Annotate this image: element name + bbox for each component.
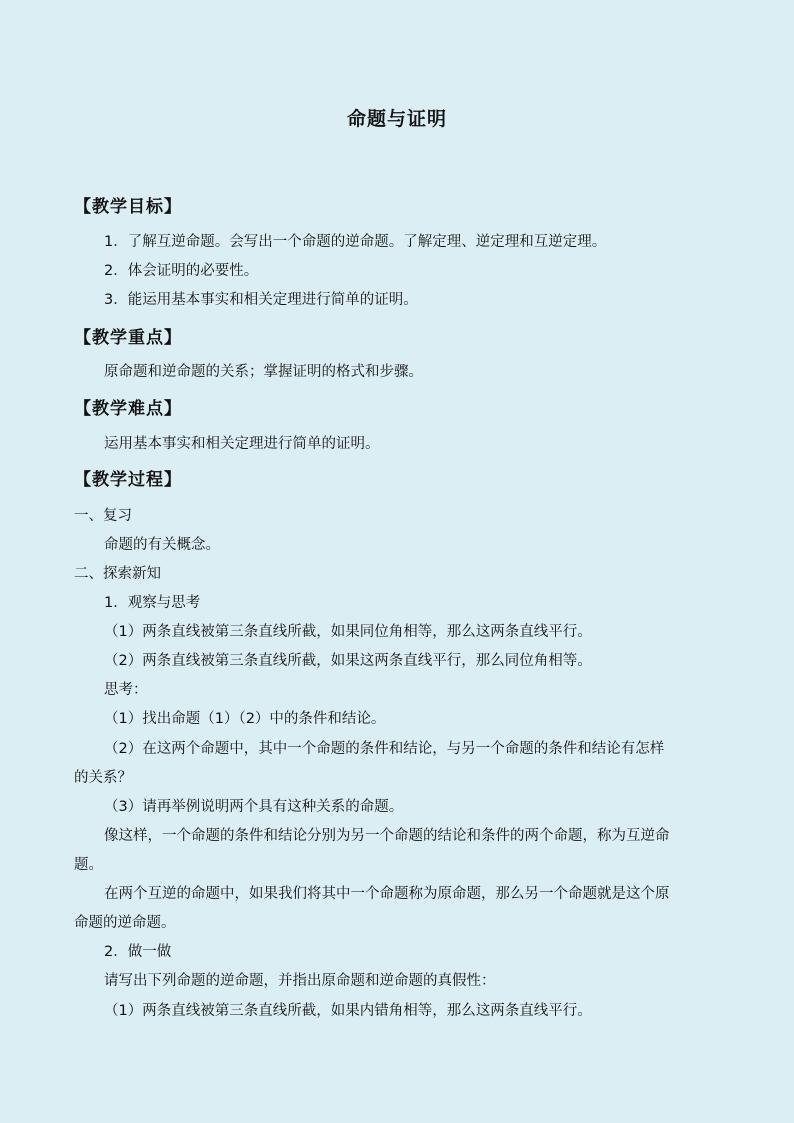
review-text: 命题的有关概念。 — [104, 537, 220, 553]
definition-2-line-2: 命题的逆命题。 — [74, 915, 176, 931]
definition-2-line-1: 在两个互逆的命题中，如果我们将其中一个命题称为原命题，那么另一个命题就是这个原 — [104, 886, 670, 902]
explore-heading: 二、探索新知 — [74, 566, 161, 582]
definition-1-line-1: 像这样，一个命题的条件和结论分别为另一个命题的结论和条件的两个命题，称为互逆命 — [104, 828, 670, 844]
think-2-line-1: （2）在这两个命题中，其中一个命题的条件和结论，与另一个命题的条件和结论有怎样 — [104, 741, 665, 757]
definition-1-line-2: 题。 — [74, 857, 103, 873]
proposition-1: （1）两条直线被第三条直线所截，如果同位角相等，那么这两条直线平行。 — [104, 624, 592, 640]
difficulties-text: 运用基本事实和相关定理进行简单的证明。 — [104, 436, 380, 452]
think-2-line-2: 的关系？ — [74, 770, 132, 786]
goal-item-1: 1．了解互逆命题。会写出一个命题的逆命题。了解定理、逆定理和互逆定理。 — [104, 234, 607, 250]
goal-item-2: 2．体会证明的必要性。 — [104, 263, 259, 279]
think-label: 思考： — [104, 682, 148, 698]
difficulties-heading: 【教学难点】 — [74, 399, 182, 419]
process-heading: 【教学过程】 — [74, 470, 182, 490]
keypoints-text: 原命题和逆命题的关系；掌握证明的格式和步骤。 — [104, 364, 423, 380]
goal-item-3: 3．能运用基本事实和相关定理进行简单的证明。 — [104, 292, 418, 308]
review-heading: 一、复习 — [74, 508, 132, 524]
try-item-1: （1）两条直线被第三条直线所截，如果内错角相等，那么这两条直线平行。 — [104, 1003, 592, 1019]
goals-heading: 【教学目标】 — [74, 197, 182, 217]
try-instruction: 请写出下列命题的逆命题，并指出原命题和逆命题的真假性： — [104, 973, 496, 989]
try-heading: 2．做一做 — [104, 944, 172, 960]
page-title: 命题与证明 — [346, 108, 447, 130]
think-3: （3）请再举例说明两个具有这种关系的命题。 — [104, 799, 404, 815]
think-1: （1）找出命题（1）（2）中的条件和结论。 — [104, 711, 386, 727]
keypoints-heading: 【教学重点】 — [74, 328, 182, 348]
proposition-2: （2）两条直线被第三条直线所截，如果这两条直线平行，那么同位角相等。 — [104, 653, 592, 669]
observe-heading: 1．观察与思考 — [104, 595, 201, 611]
